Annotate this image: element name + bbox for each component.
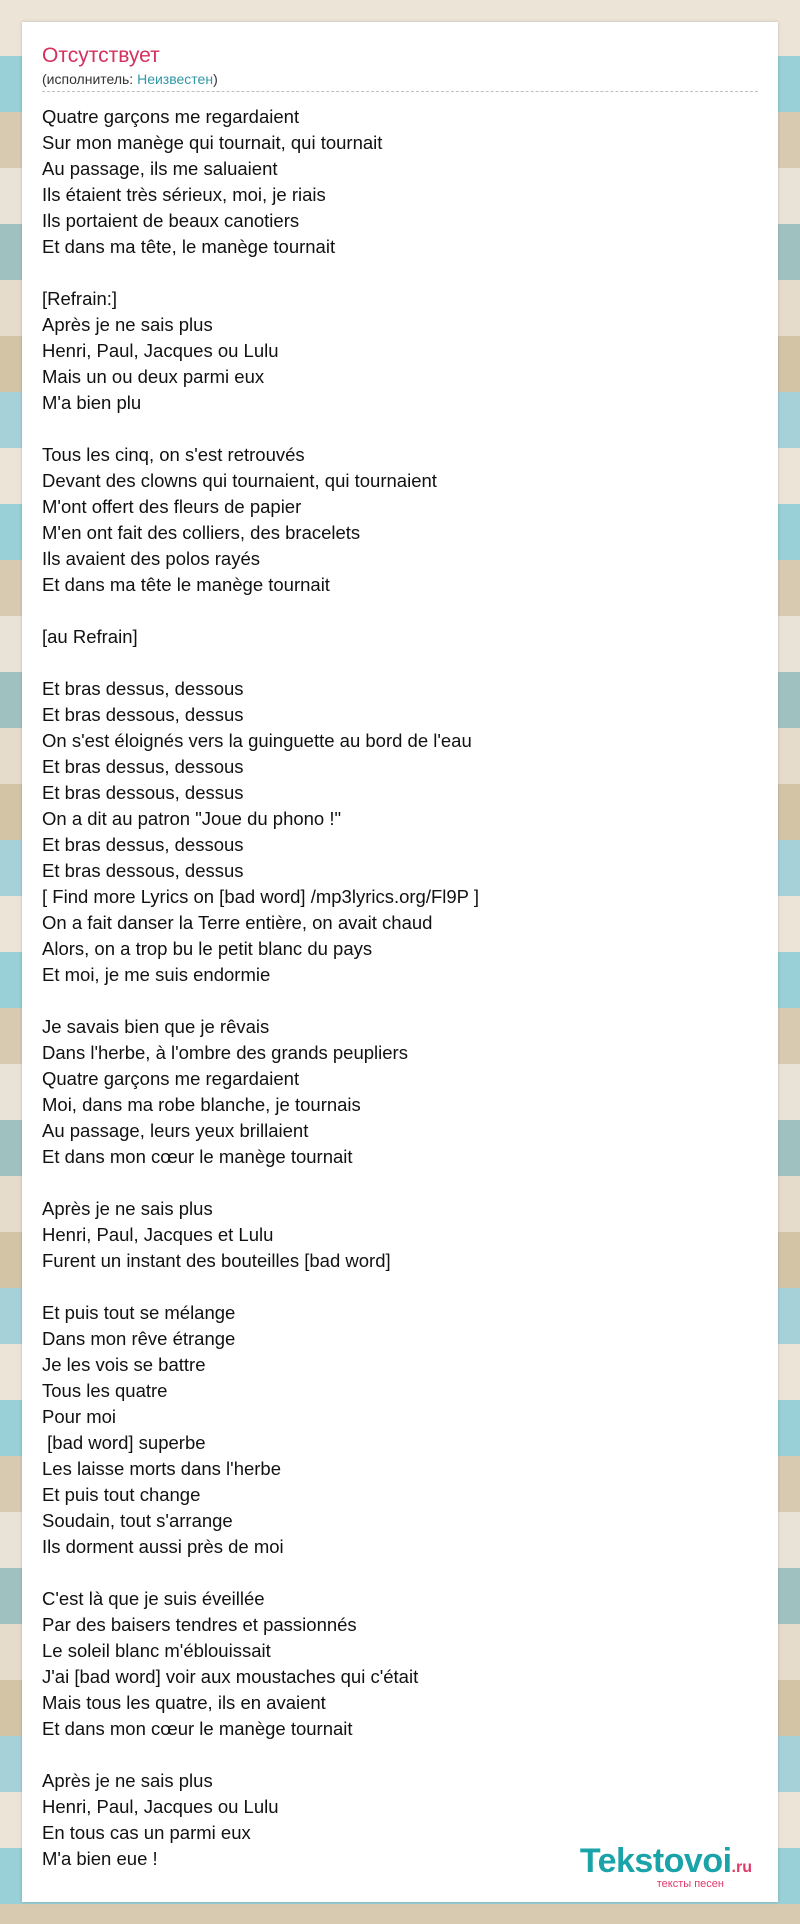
lyric-line: Quatre garçons me regardaient [42,1068,300,1089]
lyric-line: Et bras dessous, dessus [42,860,244,881]
lyric-line [42,988,758,1014]
lyric-line: Quatre garçons me regardaient [42,106,300,127]
lyric-line: Ils portaient de beaux canotiers [42,210,300,231]
lyric-line: Pour moi [42,1406,117,1427]
lyric-line: Alors, on a trop bu le petit blanc du pays [42,938,373,959]
lyric-line: Et moi, je me suis endormie [42,964,271,985]
lyric-line: On a fait danser la Terre entière, on avait chaud [42,912,433,933]
lyric-line: [au Refrain] [42,626,138,647]
logo-subtitle: тексты песен [656,1878,724,1890]
lyric-line: Et bras dessous, dessus [42,704,244,725]
lyric-line: Les laisse morts dans l'herbe [42,1458,282,1479]
lyric-line: Ils dorment aussi près de moi [42,1536,284,1557]
song-title: Отсутствует [42,44,160,67]
lyric-line: [bad word] superbe [42,1432,206,1453]
lyric-line: Henri, Paul, Jacques et Lulu [42,1224,274,1245]
lyric-line: Au passage, ils me saluaient [42,158,278,179]
site-logo[interactable] [580,1844,752,1890]
lyric-line: [Refrain:] [42,288,118,309]
lyric-line: Ils étaient très sérieux, moi, je riais [42,184,326,205]
lyric-line: Et puis tout change [42,1484,201,1505]
artist-prefix: (исполнитель: [42,71,138,87]
lyric-line: M'ont offert des fleurs de papier [42,496,302,517]
lyric-line: Et bras dessus, dessous [42,756,244,777]
logo-wordmark: Tekstovoi [579,1842,732,1880]
lyric-line: C'est là que je suis éveillée [42,1588,265,1609]
song-header [42,42,758,92]
lyric-line: Et dans mon cœur le manège tournait [42,1146,353,1167]
lyric-line: Tous les quatre [42,1380,168,1401]
lyric-line: Soudain, tout s'arrange [42,1510,233,1531]
lyric-line: Henri, Paul, Jacques ou Lulu [42,340,279,361]
lyric-line [42,1742,758,1768]
lyric-line: Et puis tout se mélange [42,1302,236,1323]
lyric-line: Je savais bien que je rêvais [42,1016,270,1037]
lyric-line: Moi, dans ma robe blanche, je tournais [42,1094,361,1115]
logo-domain: .ru [731,1859,752,1876]
lyric-line: Mais un ou deux parmi eux [42,366,265,387]
lyric-line [42,416,758,442]
lyric-line: En tous cas un parmi eux [42,1822,251,1843]
lyric-line: Et bras dessous, dessus [42,782,244,803]
lyric-line: Après je ne sais plus [42,1198,213,1219]
lyric-line [42,650,758,676]
lyric-line: Et dans ma tête le manège tournait [42,574,330,595]
lyric-line: Dans l'herbe, à l'ombre des grands peupliers [42,1042,408,1063]
lyric-line: Par des baisers tendres et passionnés [42,1614,357,1635]
lyric-line: Ils avaient des polos rayés [42,548,261,569]
artist-link[interactable]: Неизвестен [137,71,214,87]
lyric-line [42,598,758,624]
lyric-line: Et bras dessus, dessous [42,834,244,855]
lyric-line: Devant des clowns qui tournaient, qui tournaient [42,470,437,491]
artist-line [42,70,758,88]
lyric-line [42,1170,758,1196]
lyric-line: Henri, Paul, Jacques ou Lulu [42,1796,279,1817]
lyric-line [42,1274,758,1300]
lyric-line: Tous les cinq, on s'est retrouvés [42,444,305,465]
lyric-line: Je les vois se battre [42,1354,206,1375]
lyric-line: J'ai [bad word] voir aux moustaches qui c'était [42,1666,419,1687]
lyric-line: Furent un instant des bouteilles [bad word] [42,1250,391,1271]
lyric-line: Et dans mon cœur le manège tournait [42,1718,353,1739]
lyric-line: On s'est éloignés vers la guinguette au bord de l'eau [42,730,472,751]
lyric-line: Au passage, leurs yeux brillaient [42,1120,309,1141]
lyric-line: Après je ne sais plus [42,314,213,335]
lyric-line: On a dit au patron "Joue du phono !" [42,808,342,829]
lyric-line: Sur mon manège qui tournait, qui tournait [42,132,383,153]
lyric-line: M'a bien plu [42,392,142,413]
lyric-line: Le soleil blanc m'éblouissait [42,1640,271,1661]
artist-suffix: ) [213,71,218,87]
lyrics-card [22,22,778,1902]
lyrics-text [42,104,758,1872]
lyric-line: [ Find more Lyrics on [bad word] /mp3lyrics.org/Fl9P ] [42,886,479,907]
lyric-line: M'en ont fait des colliers, des bracelets [42,522,361,543]
lyric-line: Et dans ma tête, le manège tournait [42,236,336,257]
lyric-line: Mais tous les quatre, ils en avaient [42,1692,326,1713]
lyric-line: Après je ne sais plus [42,1770,213,1791]
lyric-line [42,260,758,286]
lyric-line: Dans mon rêve étrange [42,1328,236,1349]
lyric-line: M'a bien eue ! [42,1848,158,1869]
lyric-line: Et bras dessus, dessous [42,678,244,699]
lyric-line [42,1560,758,1586]
